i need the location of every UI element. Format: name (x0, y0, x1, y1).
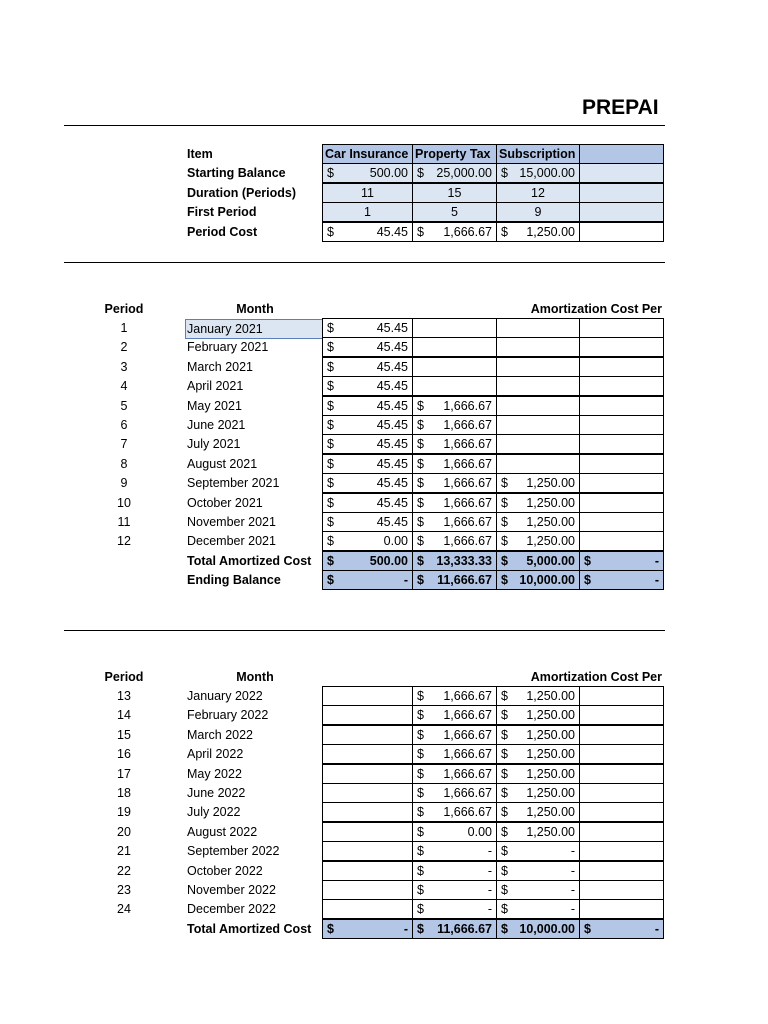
value-cell[interactable]: $ - (322, 570, 413, 590)
item-label: Item (187, 147, 213, 161)
input-cell[interactable]: 12 (496, 183, 580, 203)
first-period-row (323, 203, 664, 223)
total-amortized-label: Total Amortized Cost (187, 554, 312, 568)
divider (64, 630, 665, 631)
period-header: Period (104, 670, 144, 684)
input-cell[interactable] (579, 163, 664, 183)
value-cell[interactable]: $ 1,250.00 (496, 531, 580, 551)
input-cell[interactable]: $ 25,000.00 (412, 163, 497, 183)
value-cell[interactable] (579, 705, 664, 725)
value-cell[interactable]: $ - (496, 861, 580, 881)
input-cell[interactable]: 1 (322, 202, 413, 222)
value-cell[interactable] (322, 841, 413, 861)
value-cell[interactable]: $ 45.45 (322, 454, 413, 474)
value-cell[interactable] (412, 318, 497, 338)
period-number: 8 (120, 457, 128, 471)
value-cell[interactable]: $ 45.45 (322, 222, 413, 242)
month-cell[interactable]: October 2021 (187, 496, 263, 510)
value-cell[interactable]: $ 11,666.67 (412, 570, 497, 590)
duration-row (323, 184, 664, 204)
value-cell[interactable]: $ 1,666.67 (412, 783, 497, 803)
table-row (323, 435, 664, 455)
month-cell[interactable]: April 2022 (187, 747, 244, 761)
value-cell[interactable]: $ 1,666.67 (412, 764, 497, 784)
value-cell[interactable] (579, 880, 664, 900)
value-cell[interactable] (496, 357, 580, 377)
period-cost-row (323, 223, 664, 243)
header-cell[interactable]: Subscription (496, 144, 580, 164)
table-row (323, 726, 664, 746)
value-cell[interactable]: $ 45.45 (322, 376, 413, 396)
value-cell[interactable] (496, 376, 580, 396)
value-cell[interactable] (322, 686, 413, 706)
value-cell[interactable]: $ - (496, 880, 580, 900)
value-cell[interactable] (579, 396, 664, 416)
page-title: PREPAI (582, 96, 659, 119)
total-row (323, 552, 664, 572)
input-cell[interactable] (579, 202, 664, 222)
value-cell[interactable]: $ 1,250.00 (496, 222, 580, 242)
value-cell[interactable]: $ 45.45 (322, 493, 413, 513)
table-row (323, 706, 664, 726)
month-cell[interactable]: December 2022 (187, 902, 276, 916)
value-cell[interactable] (579, 318, 664, 338)
period-number: 12 (117, 534, 131, 548)
month-cell[interactable]: July 2022 (187, 805, 241, 819)
period-number: 5 (120, 399, 128, 413)
period-number: 2 (120, 340, 128, 354)
month-cell[interactable]: November 2022 (187, 883, 276, 897)
table-row (323, 397, 664, 417)
value-cell[interactable] (322, 822, 413, 842)
input-cell[interactable]: 11 (322, 183, 413, 203)
value-cell[interactable]: $ - (496, 841, 580, 861)
input-cell[interactable] (579, 183, 664, 203)
month-cell[interactable]: March 2022 (187, 728, 254, 742)
value-cell[interactable] (579, 744, 664, 764)
month-cell[interactable]: December 2021 (187, 534, 276, 548)
table-row (323, 338, 664, 358)
month-cell[interactable]: January 2022 (187, 689, 263, 703)
value-cell[interactable]: $ 10,000.00 (496, 919, 580, 939)
value-cell[interactable]: $ 45.45 (322, 337, 413, 357)
value-cell[interactable] (579, 841, 664, 861)
value-cell[interactable]: $ - (412, 880, 497, 900)
table-row (323, 455, 664, 475)
value-cell[interactable]: $ 1,250.00 (496, 822, 580, 842)
month-cell[interactable]: July 2021 (187, 437, 241, 451)
value-cell[interactable]: $ 1,666.67 (412, 802, 497, 822)
value-cell[interactable]: $ 1,250.00 (496, 725, 580, 745)
table-row (323, 416, 664, 436)
value-cell[interactable]: $ 1,250.00 (496, 686, 580, 706)
value-cell[interactable] (496, 454, 580, 474)
value-cell[interactable]: $ 45.45 (322, 434, 413, 454)
month-cell[interactable]: September 2022 (187, 844, 280, 858)
value-cell[interactable] (579, 454, 664, 474)
table-row (323, 513, 664, 533)
value-cell[interactable] (322, 861, 413, 881)
value-cell[interactable]: $ - (579, 551, 664, 571)
input-cell[interactable]: 15 (412, 183, 497, 203)
period-number: 1 (120, 321, 128, 335)
month-cell[interactable]: March 2021 (187, 360, 254, 374)
value-cell[interactable]: $ - (496, 899, 580, 919)
table-row (323, 745, 664, 765)
table-row (323, 823, 664, 843)
table-row (323, 803, 664, 823)
input-cell[interactable]: $ 500.00 (322, 163, 413, 183)
month-header: Month (236, 302, 274, 316)
period-number: 20 (117, 825, 131, 839)
value-cell[interactable]: $ 1,666.67 (412, 705, 497, 725)
value-cell[interactable]: $ 1,250.00 (496, 493, 580, 513)
month-cell[interactable]: November 2021 (187, 515, 276, 529)
ending-balance-label: Ending Balance (187, 573, 281, 587)
value-cell[interactable]: $ - (322, 919, 413, 939)
table-row (323, 687, 664, 707)
value-cell[interactable] (322, 764, 413, 784)
value-cell[interactable] (412, 357, 497, 377)
month-cell[interactable]: June 2021 (187, 418, 246, 432)
table-row (323, 881, 664, 901)
table-row (323, 900, 664, 920)
value-cell[interactable]: $ - (412, 899, 497, 919)
table-row (323, 358, 664, 378)
value-cell[interactable] (412, 376, 497, 396)
value-cell[interactable] (322, 744, 413, 764)
month-cell[interactable]: May 2021 (187, 399, 242, 413)
value-cell[interactable] (496, 434, 580, 454)
value-cell[interactable]: $ 1,666.67 (412, 531, 497, 551)
value-cell[interactable]: $ 5,000.00 (496, 551, 580, 571)
input-cell[interactable]: 5 (412, 202, 497, 222)
summary-header-row (323, 145, 664, 165)
month-header: Month (236, 670, 274, 684)
month-cell[interactable]: February 2021 (187, 340, 269, 354)
value-cell[interactable] (579, 861, 664, 881)
table-row (323, 319, 664, 339)
value-cell[interactable]: $ 1,666.67 (412, 473, 497, 493)
value-cell[interactable]: $ 45.45 (322, 512, 413, 532)
value-cell[interactable] (579, 357, 664, 377)
month-cell[interactable]: October 2022 (187, 864, 263, 878)
value-cell[interactable] (579, 337, 664, 357)
month-cell[interactable]: August 2022 (187, 825, 258, 839)
input-cell[interactable]: $ 15,000.00 (496, 163, 580, 183)
value-cell[interactable] (579, 376, 664, 396)
value-cell[interactable]: $ 1,250.00 (496, 512, 580, 532)
value-cell[interactable]: $ 1,666.67 (412, 686, 497, 706)
value-cell[interactable]: $ - (579, 919, 664, 939)
value-cell[interactable] (579, 899, 664, 919)
value-cell[interactable]: $ 1,666.67 (412, 396, 497, 416)
first-period-label: First Period (187, 205, 257, 219)
value-cell[interactable]: $ 0.00 (412, 822, 497, 842)
value-cell[interactable] (579, 434, 664, 454)
period-number: 6 (120, 418, 128, 432)
table-row (323, 532, 664, 552)
period-number: 9 (120, 476, 128, 490)
value-cell[interactable] (579, 473, 664, 493)
month-cell[interactable]: August 2021 (187, 457, 258, 471)
duration-label: Duration (Periods) (187, 186, 297, 200)
value-cell[interactable]: $ 1,250.00 (496, 802, 580, 822)
period-number: 22 (117, 864, 131, 878)
period-number: 13 (117, 689, 131, 703)
value-cell[interactable]: $ 1,666.67 (412, 434, 497, 454)
value-cell[interactable] (579, 764, 664, 784)
value-cell[interactable]: $ 45.45 (322, 415, 413, 435)
value-cell[interactable] (496, 318, 580, 338)
amortization-header: Amortization Cost Per (530, 302, 662, 316)
period-number: 11 (117, 515, 131, 529)
value-cell[interactable] (579, 512, 664, 532)
value-cell[interactable] (579, 531, 664, 551)
value-cell[interactable]: $ 1,250.00 (496, 764, 580, 784)
value-cell[interactable]: $ - (579, 570, 664, 590)
value-cell[interactable]: $ 0.00 (322, 531, 413, 551)
month-cell[interactable]: September 2021 (187, 476, 280, 490)
value-cell[interactable] (579, 783, 664, 803)
value-cell[interactable]: $ 1,250.00 (496, 783, 580, 803)
selected-month-cell[interactable]: January 2021 (185, 319, 323, 339)
value-cell[interactable] (579, 415, 664, 435)
period-number: 10 (117, 496, 131, 510)
month-cell[interactable]: February 2022 (187, 708, 269, 722)
table-row (323, 377, 664, 397)
value-cell[interactable]: $ 11,666.67 (412, 919, 497, 939)
value-cell[interactable] (579, 802, 664, 822)
table-row (323, 494, 664, 514)
period-number: 4 (120, 379, 128, 393)
value-cell[interactable] (579, 222, 664, 242)
value-cell[interactable]: $ 45.45 (322, 396, 413, 416)
value-cell[interactable]: $ 1,666.67 (412, 744, 497, 764)
amortization-header: Amortization Cost Per (530, 670, 662, 684)
header-cell[interactable]: Property Tax (412, 144, 497, 164)
starting-balance-row (323, 164, 664, 184)
period-number: 23 (117, 883, 131, 897)
period-header: Period (104, 302, 144, 316)
divider (64, 262, 665, 263)
value-cell[interactable] (322, 783, 413, 803)
value-cell[interactable] (322, 802, 413, 822)
month-cell[interactable]: June 2022 (187, 786, 246, 800)
value-cell[interactable]: $ 45.45 (322, 473, 413, 493)
period-number: 16 (117, 747, 131, 761)
value-cell[interactable] (579, 493, 664, 513)
total-amortized-label: Total Amortized Cost (187, 922, 312, 936)
value-cell[interactable] (579, 686, 664, 706)
value-cell[interactable]: $ 1,666.67 (412, 493, 497, 513)
value-cell[interactable]: $ 1,250.00 (496, 744, 580, 764)
table-row (323, 842, 664, 862)
value-cell[interactable] (322, 705, 413, 725)
starting-balance-label: Starting Balance (187, 166, 286, 180)
period-number: 21 (117, 844, 131, 858)
period-number: 18 (117, 786, 131, 800)
period-number: 24 (117, 902, 131, 916)
period-number: 17 (117, 767, 131, 781)
value-cell[interactable]: $ 13,333.33 (412, 551, 497, 571)
value-cell[interactable]: $ 45.45 (322, 357, 413, 377)
value-cell[interactable] (579, 822, 664, 842)
value-cell[interactable]: $ 1,666.67 (412, 512, 497, 532)
value-cell[interactable]: $ - (412, 861, 497, 881)
value-cell[interactable]: $ 1,666.67 (412, 222, 497, 242)
divider (64, 125, 665, 126)
value-cell[interactable] (496, 337, 580, 357)
table-row (323, 765, 664, 785)
period-number: 7 (120, 437, 128, 451)
period-number: 3 (120, 360, 128, 374)
value-cell[interactable]: $ 45.45 (322, 318, 413, 338)
period-number: 14 (117, 708, 131, 722)
value-cell[interactable]: $ 1,666.67 (412, 415, 497, 435)
value-cell[interactable] (579, 725, 664, 745)
ending-balance-row (323, 571, 664, 591)
header-cell[interactable]: Car Insurance (322, 144, 413, 164)
value-cell[interactable] (412, 337, 497, 357)
month-cell[interactable]: April 2021 (187, 379, 244, 393)
period-number: 19 (117, 805, 131, 819)
value-cell[interactable] (322, 899, 413, 919)
input-cell[interactable]: 9 (496, 202, 580, 222)
period-cost-label: Period Cost (187, 225, 258, 239)
table-row (323, 784, 664, 804)
value-cell[interactable]: $ - (412, 841, 497, 861)
table-row (323, 474, 664, 494)
period-number: 15 (117, 728, 131, 742)
value-cell[interactable]: $ 1,250.00 (496, 705, 580, 725)
value-cell[interactable] (496, 415, 580, 435)
month-cell[interactable]: May 2022 (187, 767, 242, 781)
value-cell[interactable] (322, 880, 413, 900)
value-cell[interactable]: $ 500.00 (322, 551, 413, 571)
total-row (323, 920, 664, 940)
value-cell[interactable] (322, 725, 413, 745)
value-cell[interactable]: $ 1,666.67 (412, 725, 497, 745)
value-cell[interactable] (496, 396, 580, 416)
value-cell[interactable]: $ 1,666.67 (412, 454, 497, 474)
header-cell[interactable] (579, 144, 664, 164)
table-row (323, 862, 664, 882)
value-cell[interactable]: $ 1,250.00 (496, 473, 580, 493)
value-cell[interactable]: $ 10,000.00 (496, 570, 580, 590)
